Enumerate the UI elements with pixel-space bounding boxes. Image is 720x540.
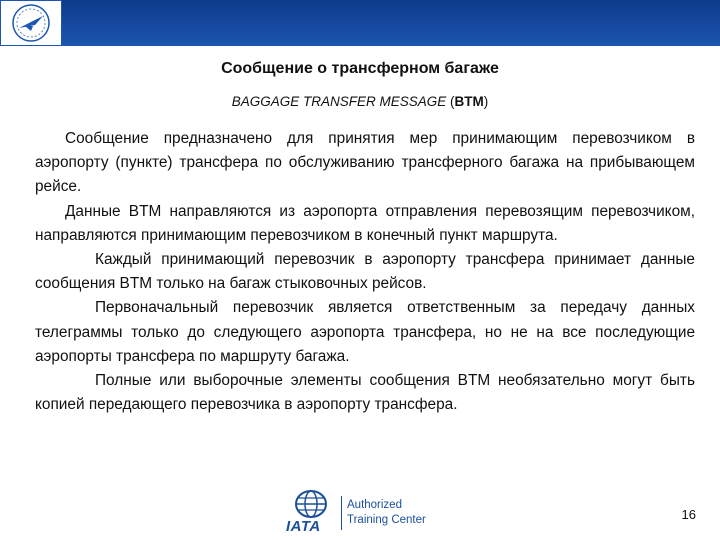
paragraph: Данные BTM направляются из аэропорта отправления перевозящим перевозчиком, направляются принимающим перевозчиком в конечный пункт маршрута. (35, 202, 695, 244)
subtitle-close-paren: ) (483, 94, 489, 109)
subtitle-code: BTM (454, 94, 484, 109)
subtitle-english: BAGGAGE TRANSFER MESSAGE (231, 94, 447, 109)
subtitle-open-paren: ( (446, 94, 455, 109)
body-text (35, 127, 695, 417)
page-title: Сообщение о трансферном багаже (221, 60, 499, 77)
atc-line-1: Authorized (347, 499, 402, 511)
paragraph: Сообщение предназначено для принятия мер принимающим перевозчиком в аэропорту (пункте) трансфера по обслуживанию трансферного багажа на прибывающем рейсе. (35, 130, 695, 196)
paragraph: Каждый принимающий перевозчик в аэропорту трансфера принимает данные сообщения BTM только на багаж стыковочных рейсов. (35, 251, 695, 293)
authorized-training-center (347, 498, 426, 528)
atc-line-2: Training Center (347, 514, 426, 526)
airplane-emblem-icon (1, 1, 61, 45)
divider (341, 496, 342, 530)
page-number: 16 (681, 507, 696, 522)
subtitle (0, 94, 720, 109)
paragraph: Полные или выборочные элементы сообщения BTM необязательно могут быть копией передающего перевозчика в аэропорту трансфера. (35, 372, 695, 414)
globe-icon (294, 490, 328, 518)
logo (0, 0, 62, 46)
iata-wordmark: IATA (286, 518, 321, 535)
iata-logo (286, 490, 436, 534)
header-band (0, 0, 720, 46)
paragraph: Первоначальный перевозчик является ответственным за передачу данных телеграммы только до следующего аэропорта трансфера, но не на все последующие аэропорты трансфера по маршруту багажа. (35, 299, 695, 365)
